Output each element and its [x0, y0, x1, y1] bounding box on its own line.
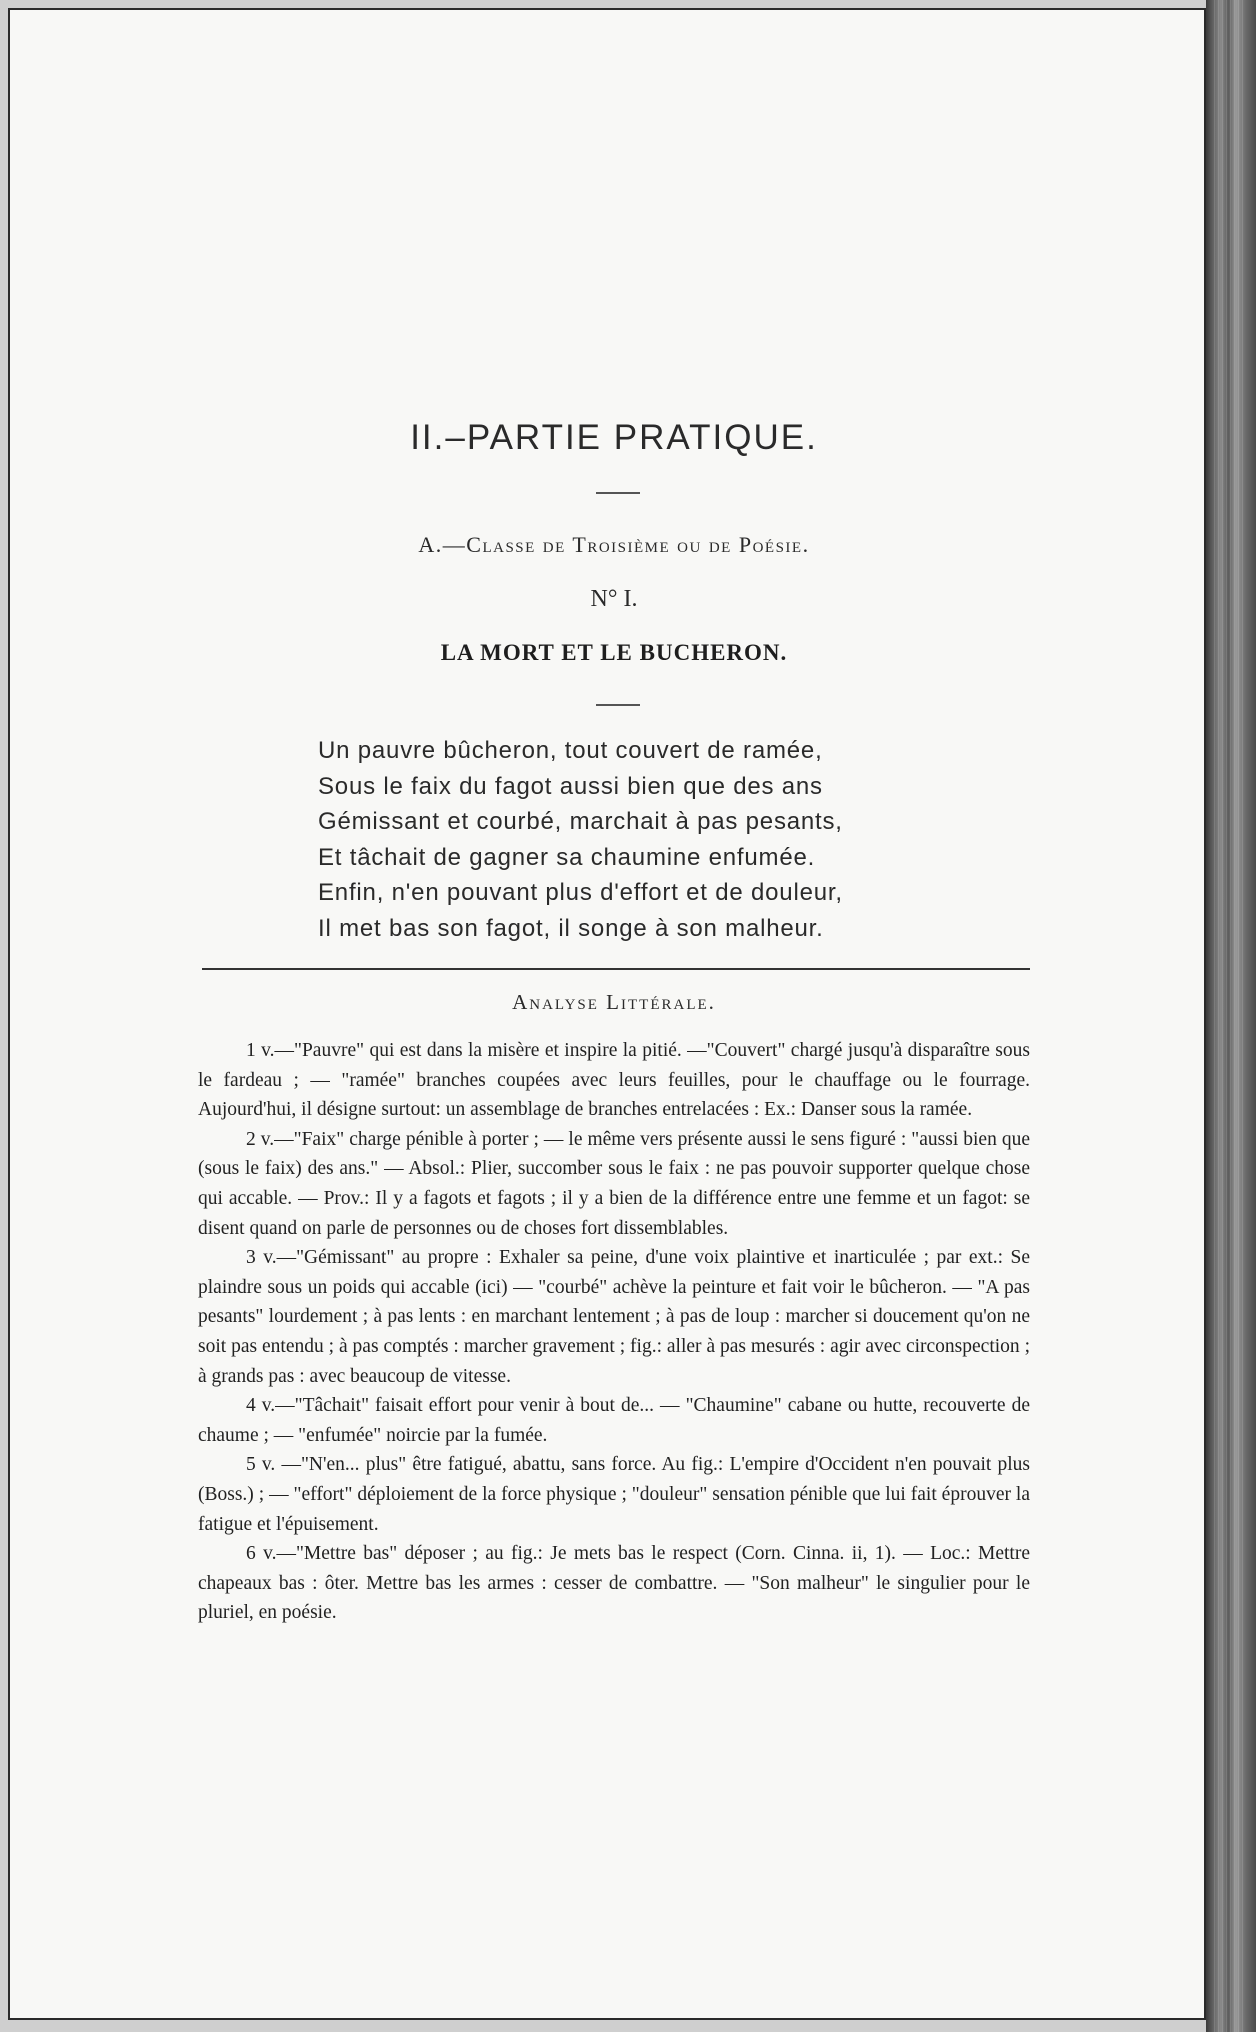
note-verse-5: 5 v. —"N'en... plus" être fatigué, abattu, sans force. Au fig.: L'empire d'Occident n'en pouvait plus (Boss.) ; — "effort" déploiement de la force physique ; "douleur" sensation pénible que lui fait éprouver la fatigue et l'épuisement. — [198, 1454, 1030, 1535]
part-title: II.–PARTIE PRATIQUE. — [410, 418, 818, 457]
poem-verses — [318, 733, 1018, 947]
poem-line: Sous le faix du fagot aussi bien que des ans — [318, 772, 823, 800]
poem-title-rule — [596, 704, 640, 706]
note-verse-1: 1 v.—"Pauvre" qui est dans la misère et inspire la pitié. —"Couvert" chargé jusqu'à disparaître sous le fardeau ; — "ramée" branches coupées avec leurs feuilles, pour le chauffage ou le fourrage. Aujourd'hui, il désigne surtout: un assemblage de branches entrelacées : Ex.: Danser sous la ramée. — [198, 1040, 1030, 1121]
poem-line: Un pauvre bûcheron, tout couvert de ramée, — [318, 737, 823, 764]
page-edges — [1214, 0, 1244, 2032]
note-verse-3: 3 v.—"Gémissant" au propre : Exhaler sa peine, d'une voix plaintive et inarticulée ; par ext.: Se plaindre sous un poids qui accable (ici) — "courbé" achève la peinture et fait voir le bûcheron. — "A pas pesants" lourdement ; à pas lents : en marchant lentement ; à pas de loup : marcher si doucement qu'on ne soit pas entendu ; à pas comptés : marcher gravement ; fig.: aller à pas mesurés : agir avec circonspection ; à grands pas : avec beaucoup de vitesse. — [198, 1247, 1030, 1387]
section-divider — [202, 968, 1030, 970]
note-verse-4: 4 v.—"Tâchait" faisait effort pour venir à bout de... — "Chaumine" cabane ou hutte, recouverte de chaume ; — "enfumée" noircie par la fumée. — [198, 1395, 1030, 1446]
poem-line: Et tâchait de gagner sa chaumine enfumée. — [318, 843, 816, 871]
class-heading: A.—Classe de Troisième ou de Poésie. — [418, 532, 810, 557]
poem-line: Gémissant et courbé, marchait à pas pesants, — [318, 808, 843, 836]
poem-line: Il met bas son fagot, il songe à son malheur. — [318, 914, 824, 942]
section-number: N° I. — [590, 586, 638, 612]
poem-title: LA MORT ET LE BUCHERON. — [440, 640, 788, 665]
poem-line: Enfin, n'en pouvant plus d'effort et de douleur, — [318, 879, 843, 907]
analysis-heading: Analyse Littérale. — [512, 990, 716, 1014]
note-verse-2: 2 v.—"Faix" charge pénible à porter ; — le même vers présente aussi le sens figuré : "aussi bien que (sous le faix) des ans." — Absol.: Plier, succomber sous le faix : ne pas pouvoir supporter quelque chose qui accable. — Prov.: Il y a fagots et fagots ; il y a bien de la différence entre une femme et un fagot: se disent quand on parle de personnes ou de choses fort dissemblables. — [198, 1128, 1030, 1239]
analysis-notes — [198, 1036, 1030, 1628]
title-rule — [596, 492, 640, 494]
note-verse-6: 6 v.—"Mettre bas" déposer ; au fig.: Je mets bas le respect (Corn. Cinna. ii, 1). — Loc.: Mettre chapeaux bas : ôter. Mettre bas les armes : cesser de combattre. — "Son malheur" le singulier pour le pluriel, en poésie. — [198, 1543, 1030, 1624]
